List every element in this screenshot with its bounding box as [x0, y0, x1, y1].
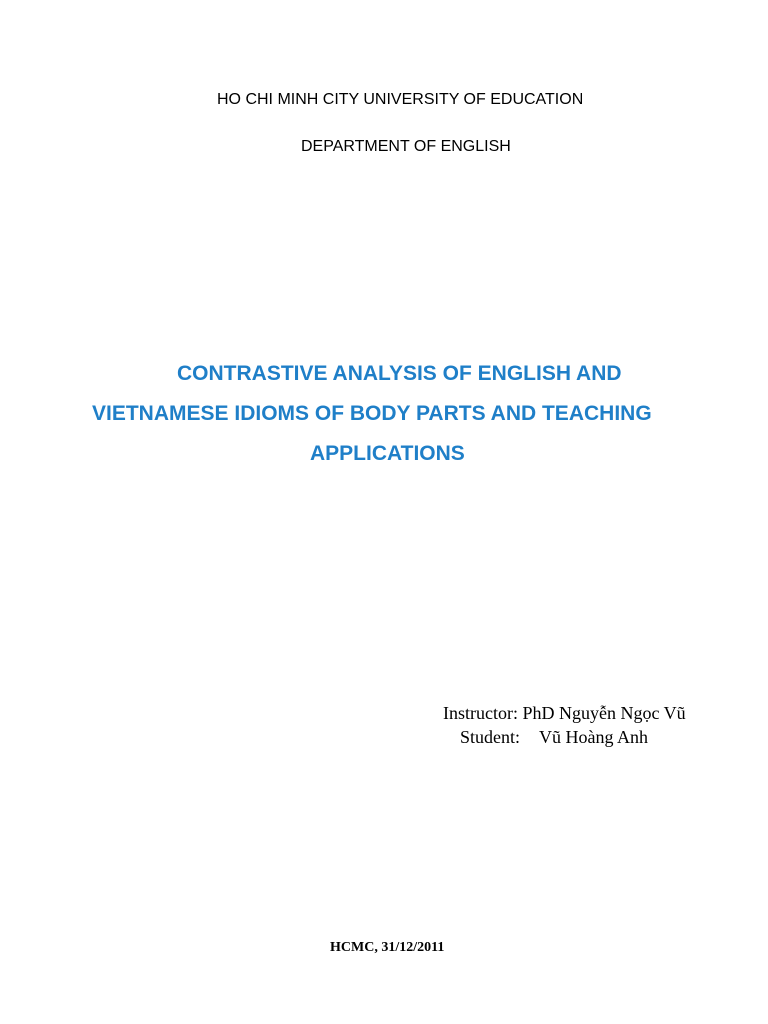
department-name: DEPARTMENT OF ENGLISH	[301, 138, 511, 155]
thesis-title-line-2: VIETNAMESE IDIOMS OF BODY PARTS AND TEACHING	[92, 402, 652, 425]
instructor-name: PhD Nguyễn Ngọc Vũ	[522, 703, 686, 723]
instructor-label: Instructor:	[443, 703, 518, 723]
university-name: HO CHI MINH CITY UNIVERSITY OF EDUCATION	[217, 91, 584, 108]
instructor-line	[443, 702, 686, 724]
student-line	[460, 726, 648, 748]
thesis-title-line-3: APPLICATIONS	[310, 442, 465, 465]
student-name: Vũ Hoàng Anh	[539, 727, 648, 747]
thesis-title-line-1: CONTRASTIVE ANALYSIS OF ENGLISH AND	[177, 362, 622, 385]
student-label: Student:	[460, 727, 521, 747]
place-date: HCMC, 31/12/2011	[330, 940, 445, 955]
